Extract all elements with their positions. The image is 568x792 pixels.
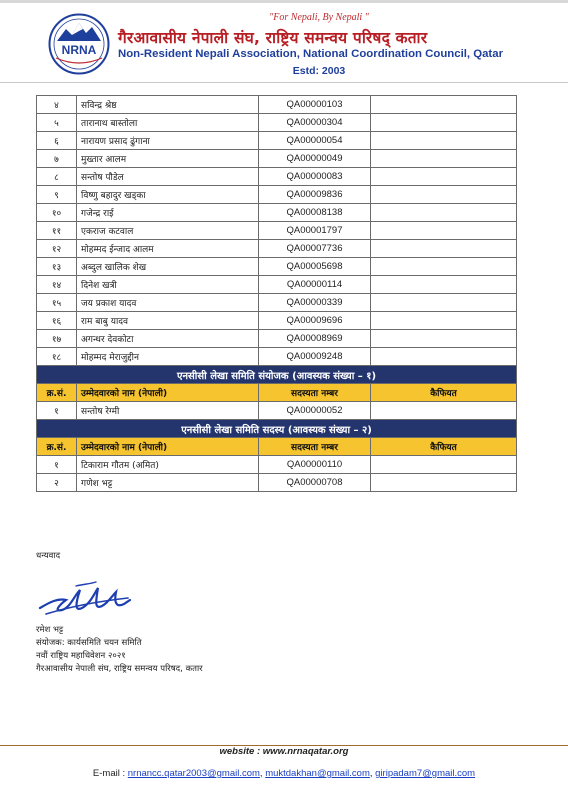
membership-id-cell: QA00005698 [259, 258, 371, 276]
candidate-name-cell: मोहम्मद मेराजुद्दीन [77, 348, 259, 366]
signatory-name: रमेश भट्ट [36, 625, 64, 635]
candidate-name-cell: अब्दुल खालिक शेख [77, 258, 259, 276]
membership-id-cell: QA00000049 [259, 150, 371, 168]
serial-number-cell: २ [37, 474, 77, 492]
email-link[interactable]: nrnancc.qatar2003@gmail.com [127, 768, 260, 779]
table-row [37, 348, 517, 366]
established-year: Estd: 2003 [292, 65, 346, 77]
candidate-name-cell: अगन्धर देवकोटा [77, 330, 259, 348]
footer-email: E-mail : nrnancc.qatar2003@gmail.com, muktdakhan@gmail.com, giripadam7@gmail.com [92, 768, 476, 779]
membership-id-cell: QA00000103 [259, 96, 371, 114]
serial-number-cell: १३ [37, 258, 77, 276]
candidate-name-cell: सन्तोष पौडेल [77, 168, 259, 186]
table-row [37, 276, 517, 294]
membership-id-cell: QA00000054 [259, 132, 371, 150]
serial-number-cell: ५ [37, 114, 77, 132]
header-divider [0, 82, 568, 83]
remarks-cell [371, 96, 517, 114]
signatory-block [36, 624, 203, 676]
col-sn: क्र.सं. [37, 384, 77, 402]
member-section-title: एनसीसी लेखा समिति सदस्य (आवस्यक संख्या – २) [37, 420, 517, 438]
column-header-row [37, 438, 517, 456]
candidate-name-cell: मोहम्मद ईन्जाद आलम [77, 240, 259, 258]
table-row [37, 132, 517, 150]
org-title-english: Non-Resident Nepali Association, National Coordination Council, Qatar [118, 48, 503, 60]
table-row [37, 456, 517, 474]
table-row [37, 168, 517, 186]
membership-id-cell: QA00000708 [259, 474, 371, 492]
table-row [37, 222, 517, 240]
candidate-name-cell: दिनेश खत्री [77, 276, 259, 294]
serial-number-cell: १६ [37, 312, 77, 330]
candidate-name-cell: राम बाबु यादव [77, 312, 259, 330]
email-link[interactable]: muktdakhan@gmail.com [265, 768, 370, 779]
candidate-name-cell: जय प्रकाश यादव [77, 294, 259, 312]
table-row [37, 402, 517, 420]
candidate-name-cell: नारायण प्रसाद ढुंगाना [77, 132, 259, 150]
remarks-cell [371, 114, 517, 132]
candidate-name-cell: विष्णु बहादुर खड्का [77, 186, 259, 204]
section-title-row [37, 420, 517, 438]
remarks-cell [371, 222, 517, 240]
members-body [37, 96, 517, 366]
col-remarks: कैफियत [371, 384, 517, 402]
remarks-cell [371, 294, 517, 312]
signatory-org: गैरआवासीय नेपाली संघ, राष्ट्रिय समन्वय परिषद, कतार [36, 664, 203, 674]
remarks-cell [371, 258, 517, 276]
remarks-cell [371, 348, 517, 366]
thanks-text: धन्यवाद [36, 551, 61, 561]
membership-id-cell: QA00009696 [259, 312, 371, 330]
membership-id-cell: QA00000339 [259, 294, 371, 312]
member-body [37, 456, 517, 492]
serial-number-cell: १ [37, 402, 77, 420]
letterhead [0, 6, 568, 84]
serial-number-cell: १४ [37, 276, 77, 294]
col-sn: क्र.सं. [37, 438, 77, 456]
remarks-cell [371, 456, 517, 474]
table-row [37, 204, 517, 222]
table-row [37, 312, 517, 330]
col-name: उम्मेदवारको नाम (नेपाली) [77, 438, 259, 456]
serial-number-cell: ९ [37, 186, 77, 204]
membership-id-cell: QA00000052 [259, 402, 371, 420]
remarks-cell [371, 132, 517, 150]
footer-website: website : www.nrnaqatar.org [219, 746, 349, 757]
serial-number-cell: १० [37, 204, 77, 222]
serial-number-cell: १५ [37, 294, 77, 312]
candidate-name-cell: मुख्तार आलम [77, 150, 259, 168]
email-link[interactable]: giripadam7@gmail.com [375, 768, 476, 779]
table-row [37, 240, 517, 258]
serial-number-cell: १२ [37, 240, 77, 258]
candidate-name-cell: एकराज कटवाल [77, 222, 259, 240]
candidate-name-cell: टिकाराम गौतम (अमित) [77, 456, 259, 474]
candidate-table [36, 95, 517, 492]
convener-section-title: एनसीसी लेखा समिति संयोजक (आवस्यक संख्या – १) [37, 366, 517, 384]
serial-number-cell: ७ [37, 150, 77, 168]
membership-id-cell: QA00000110 [259, 456, 371, 474]
candidate-name-cell: सन्तोष रेग्मी [77, 402, 259, 420]
membership-id-cell: QA00009836 [259, 186, 371, 204]
serial-number-cell: १ [37, 456, 77, 474]
slogan: "For Nepali, By Nepali " [269, 12, 369, 23]
org-title-nepali: गैरआवासीय नेपाली संघ, राष्ट्रिय समन्वय परिषद् कतार [118, 29, 428, 47]
candidate-name-cell: तारानाथ बास्तोला [77, 114, 259, 132]
membership-id-cell: QA00009248 [259, 348, 371, 366]
serial-number-cell: ४ [37, 96, 77, 114]
handwritten-signature [36, 578, 134, 622]
serial-number-cell: १७ [37, 330, 77, 348]
remarks-cell [371, 240, 517, 258]
serial-number-cell: ११ [37, 222, 77, 240]
remarks-cell [371, 186, 517, 204]
remarks-cell [371, 150, 517, 168]
email-label: E-mail : [92, 768, 126, 779]
col-id: सदस्यता नम्बर [259, 384, 371, 402]
table-row [37, 258, 517, 276]
membership-id-cell: QA00008969 [259, 330, 371, 348]
remarks-cell [371, 204, 517, 222]
logo-text: NRNA [61, 43, 97, 57]
remarks-cell [371, 312, 517, 330]
membership-id-cell: QA00000083 [259, 168, 371, 186]
serial-number-cell: ८ [37, 168, 77, 186]
table-row [37, 294, 517, 312]
table-row [37, 96, 517, 114]
membership-id-cell: QA00001797 [259, 222, 371, 240]
candidate-name-cell: गणेश भट्ट [77, 474, 259, 492]
membership-id-cell: QA00007736 [259, 240, 371, 258]
signatory-role: संयोजक: कार्यसमिति चयन समिति [36, 638, 142, 648]
section-title-row [37, 366, 517, 384]
col-name: उम्मेदवारको नाम (नेपाली) [77, 384, 259, 402]
convener-body [37, 402, 517, 420]
serial-number-cell: १८ [37, 348, 77, 366]
table-row [37, 150, 517, 168]
table-row [37, 186, 517, 204]
membership-id-cell: QA00008138 [259, 204, 371, 222]
col-id: सदस्यता नम्बर [259, 438, 371, 456]
table-row [37, 474, 517, 492]
table-row [37, 330, 517, 348]
signatory-event: नवौं राष्ट्रिय महाधिवेशन २०२१ [36, 651, 126, 661]
top-border [0, 0, 568, 3]
membership-id-cell: QA00000304 [259, 114, 371, 132]
table-row [37, 114, 517, 132]
remarks-cell [371, 474, 517, 492]
candidate-name-cell: सविन्द्र श्रेष्ठ [77, 96, 259, 114]
candidate-name-cell: गजेन्द्र राई [77, 204, 259, 222]
column-header-row [37, 384, 517, 402]
remarks-cell [371, 402, 517, 420]
remarks-cell [371, 330, 517, 348]
col-remarks: कैफियत [371, 438, 517, 456]
remarks-cell [371, 168, 517, 186]
membership-id-cell: QA00000114 [259, 276, 371, 294]
serial-number-cell: ६ [37, 132, 77, 150]
remarks-cell [371, 276, 517, 294]
